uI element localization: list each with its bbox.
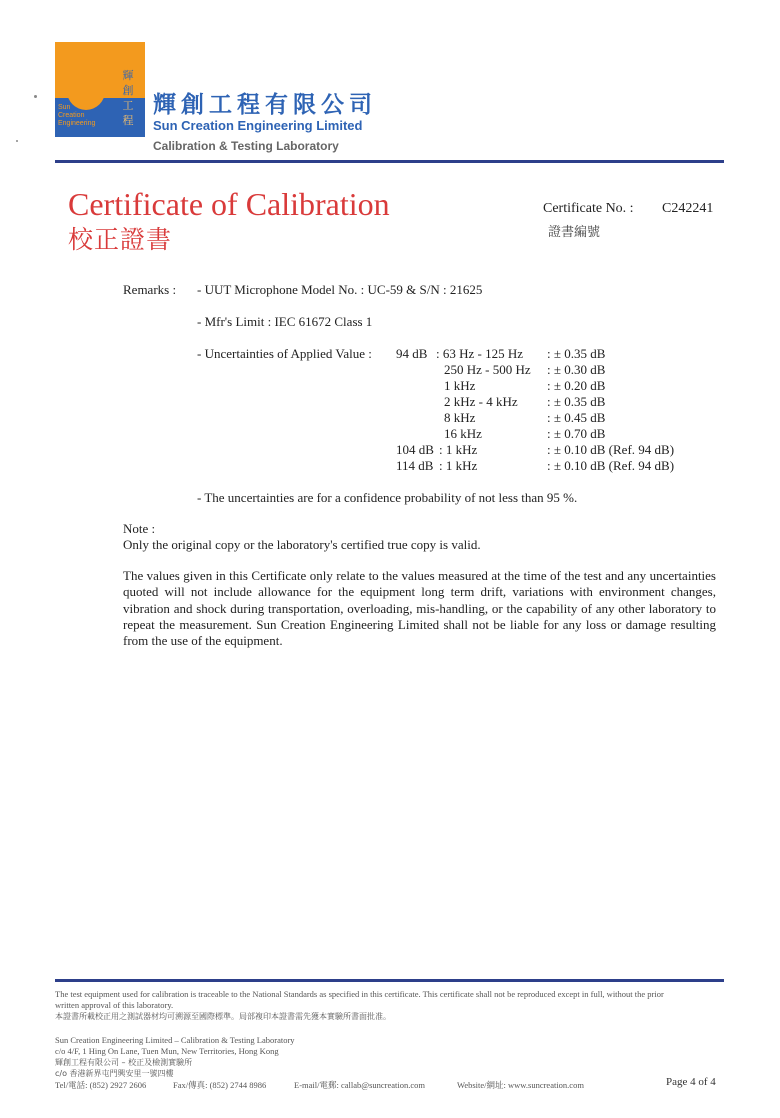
scan-speck: [34, 95, 37, 98]
footer-address-company-cn: 輝創工程有限公司 – 校正及檢測實驗所: [55, 1058, 193, 1067]
footer-address-street-cn: c/o 香港新界屯門興安里一號四樓: [55, 1069, 174, 1078]
note-label: Note :: [123, 521, 156, 536]
uncertainty-freq: 2 kHz - 4 kHz: [444, 394, 518, 409]
remarks-label: Remarks :: [123, 282, 177, 297]
logo-text-line: Creation: [58, 112, 85, 119]
footer-fax: Fax/傳真: (852) 2744 8986: [173, 1080, 267, 1090]
uncertainty-value: : ± 0.45 dB: [547, 410, 606, 425]
uncertainty-value: : ± 0.35 dB: [547, 394, 606, 409]
uncertainty-value: : ± 0.35 dB: [547, 346, 606, 361]
logo-text: [58, 104, 112, 128]
footer-approval-line: written approval of this laboratory.: [55, 1000, 174, 1010]
uncertainty-freq: : 1 kHz: [439, 442, 478, 457]
company-name-en: Sun Creation Engineering Limited: [153, 118, 363, 133]
footer-address-company: Sun Creation Engineering Limited – Calibration & Testing Laboratory: [55, 1035, 295, 1045]
uncertainty-freq: 1 kHz: [444, 378, 476, 393]
logo-text-line: Sun: [58, 104, 71, 111]
footer-traceability-line: The test equipment used for calibration is traceable to the National Standards as specified in this certificate. This certificate shall not be reproduced except in full, without the prior: [55, 989, 664, 999]
logo-char: 程: [122, 114, 134, 127]
uncertainty-value: : ± 0.10 dB (Ref. 94 dB): [547, 442, 675, 457]
company-name-cn: 輝創工程有限公司: [153, 92, 377, 118]
uncertainty-freq: : 1 kHz: [439, 458, 478, 473]
page-number: Page 4 of 4: [666, 1076, 716, 1088]
uncertainty-level: 94 dB: [396, 346, 428, 361]
note-text: Only the original copy or the laboratory's certified true copy is valid.: [123, 537, 481, 552]
lab-name: Calibration & Testing Laboratory: [153, 139, 339, 153]
uncertainty-level: 114 dB: [396, 458, 434, 473]
remark-uncertainties-label: - Uncertainties of Applied Value :: [197, 346, 372, 361]
footer-divider: [55, 979, 724, 982]
uncertainty-value: : ± 0.30 dB: [547, 362, 606, 377]
footer-cn-line: 本證書所載校正用之測試器材均可溯源至國際標準。局部複印本證書需先獲本實驗所書面批准。: [55, 1012, 391, 1021]
logo-char: 創: [122, 84, 134, 97]
certificate-number-label-cn: 證書編號: [548, 225, 601, 240]
remark-mfr-limit: - Mfr's Limit : IEC 61672 Class 1: [197, 314, 373, 329]
logo-text-line: Engineering: [58, 120, 96, 127]
uncertainty-value: : ± 0.20 dB: [547, 378, 606, 393]
certificate-title-cn: 校正證書: [68, 225, 173, 254]
scan-speck: [16, 140, 18, 142]
uncertainty-value: : ± 0.70 dB: [547, 426, 606, 441]
certificate-number: C242241: [662, 201, 714, 216]
disclaimer-paragraph: The values given in this Certificate only relate to the values measured at the time of the test and any uncertainties quoted will not include allowance for the equipment long term drift, variations with environment changes, vibration and shock during transportation, overloading, mis-handling, or the capability of any other laboratory to repeat the measurement. Sun Creation Engineering Limited shall not be liable for any loss or damage resulting from the use of the equipment.: [123, 568, 716, 649]
remark-confidence: - The uncertainties are for a confidence probability of not less than 95 %.: [197, 490, 578, 505]
footer-address-street: c/o 4/F, 1 Hing On Lane, Tuen Mun, New Territories, Hong Kong: [55, 1046, 279, 1056]
logo-char: 輝: [122, 69, 134, 82]
remark-uut: - UUT Microphone Model No. : UC-59 & S/N : 21625: [197, 282, 483, 297]
header-divider: [55, 160, 724, 163]
uncertainty-freq: 8 kHz: [444, 410, 476, 425]
certificate-number-label: Certificate No. :: [543, 201, 634, 216]
uncertainty-freq: : 63 Hz - 125 Hz: [436, 346, 524, 361]
uncertainty-freq: 16 kHz: [444, 426, 482, 441]
footer-website: Website/網址: www.suncreation.com: [457, 1080, 584, 1090]
logo-vertical-chars: [119, 68, 137, 128]
uncertainty-value: : ± 0.10 dB (Ref. 94 dB): [547, 458, 675, 473]
company-logo: [55, 42, 145, 137]
uncertainty-freq: 250 Hz - 500 Hz: [444, 362, 531, 377]
certificate-title: Certificate of Calibration: [68, 186, 390, 222]
logo-char: 工: [122, 99, 134, 112]
footer-telephone: Tel/電話: (852) 2927 2606: [55, 1080, 147, 1090]
uncertainty-level: 104 dB: [396, 442, 434, 457]
footer-email: E-mail/電郵: callab@suncreation.com: [294, 1080, 426, 1090]
